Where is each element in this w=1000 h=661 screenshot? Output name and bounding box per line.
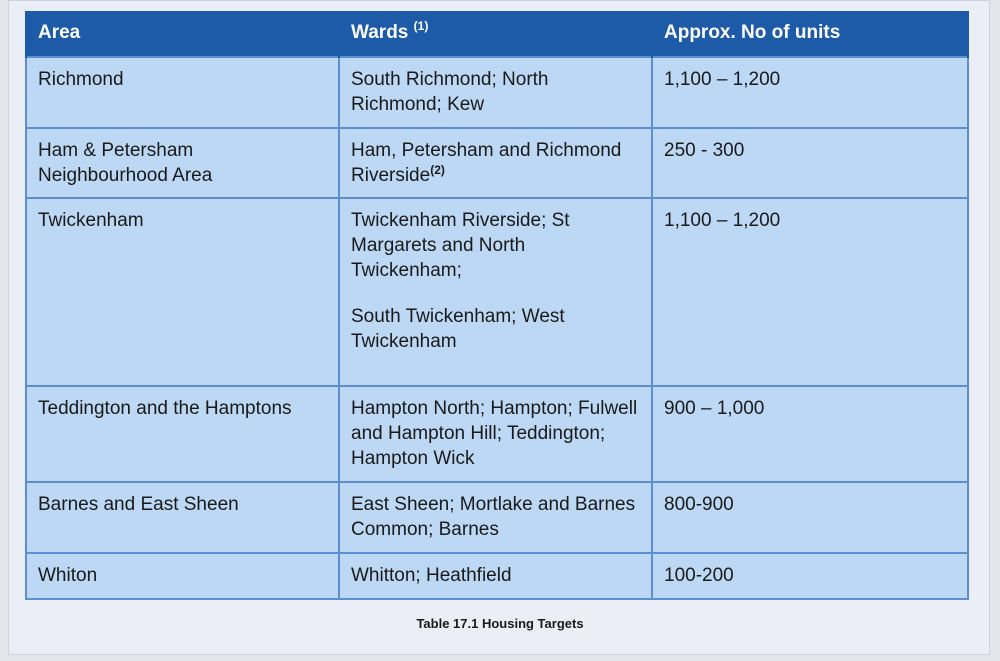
wards-text: Twickenham Riverside; St Margarets and North Twickenham; bbox=[351, 210, 570, 281]
units-cell: 100-200 bbox=[652, 553, 968, 599]
table-row bbox=[26, 482, 968, 553]
wards-cell bbox=[339, 128, 652, 198]
units-cell: 1,100 – 1,200 bbox=[652, 198, 968, 386]
table-row bbox=[26, 128, 968, 198]
wards-cell: East Sheen; Mortlake and Barnes Common; Barnes bbox=[339, 482, 652, 553]
wards-cell: Hampton North; Hampton; Fulwell and Hampton Hill; Teddington; Hampton Wick bbox=[339, 386, 652, 482]
table-row bbox=[26, 198, 968, 386]
wards-cell bbox=[339, 198, 652, 386]
document-page bbox=[8, 0, 990, 655]
table-header-row bbox=[26, 11, 968, 57]
wards-cell: Whitton; Heathfield bbox=[339, 553, 652, 599]
housing-targets-table bbox=[25, 11, 969, 600]
wards-footnote-marker: (1) bbox=[413, 19, 429, 33]
column-header-wards bbox=[339, 11, 652, 57]
table-row bbox=[26, 386, 968, 482]
table-caption: Table 17.1 Housing Targets bbox=[416, 616, 584, 631]
riverside-footnote-marker: (2) bbox=[430, 163, 445, 177]
column-header-wards-label: Wards bbox=[351, 22, 409, 43]
area-cell: Twickenham bbox=[26, 198, 339, 386]
wards-cell: South Richmond; North Richmond; Kew bbox=[339, 57, 652, 128]
table-row bbox=[26, 553, 968, 599]
paragraph-gap bbox=[351, 283, 641, 304]
wards-text-extra: South Twickenham; West Twickenham bbox=[351, 306, 565, 352]
units-cell: 1,100 – 1,200 bbox=[652, 57, 968, 128]
area-cell: Whiton bbox=[26, 553, 339, 599]
column-header-units-label: Approx. No of units bbox=[664, 22, 841, 43]
column-header-units bbox=[652, 11, 968, 57]
units-cell: 250 - 300 bbox=[652, 128, 968, 198]
area-cell: Ham & Petersham Neighbourhood Area bbox=[26, 128, 339, 198]
area-cell: Teddington and the Hamptons bbox=[26, 386, 339, 482]
units-cell: 900 – 1,000 bbox=[652, 386, 968, 482]
table-row bbox=[26, 57, 968, 128]
wards-text: Ham, Petersham and Richmond Riverside bbox=[351, 140, 622, 186]
area-cell: Richmond bbox=[26, 57, 339, 128]
units-cell: 800-900 bbox=[652, 482, 968, 553]
column-header-area-label: Area bbox=[38, 22, 81, 43]
area-cell: Barnes and East Sheen bbox=[26, 482, 339, 553]
column-header-area bbox=[26, 11, 339, 57]
